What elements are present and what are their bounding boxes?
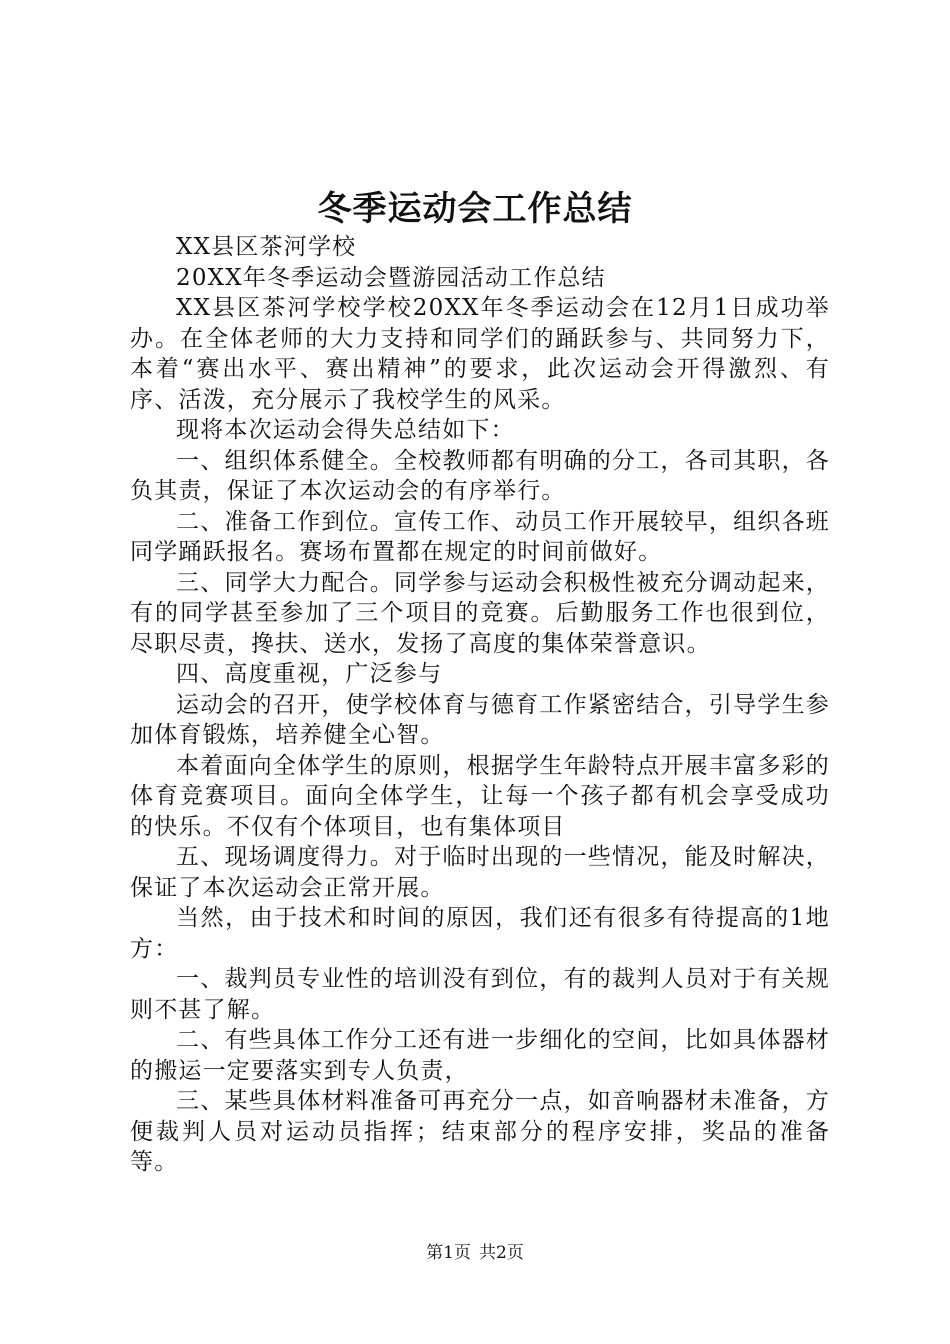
paragraph-intro: XX县区茶河学校学校20XX年冬季运动会在12月1日成功举办。在全体老师的大力支持和同学们的踊跃参与、共同努力下，本着“赛出水平、赛出精神”的要求，此次运动会开得激烈、有序、活泼，充分展示了我校学生的风采。 (130, 295, 830, 413)
paragraph-school-name: XX县区茶河学校 (176, 234, 357, 260)
document-title: 冬季运动会工作总结 (317, 189, 633, 229)
paragraph-point-2: 二、准备工作到位。宣传工作、动员工作开展较早，组织各班同学踊跃报名。赛场布置都在规定的时间前做好。 (130, 508, 830, 565)
paragraph-point-3: 三、同学大力配合。同学参与运动会积极性被充分调动起来，有的同学甚至参加了三个项目的竞赛。后勤服务工作也很到位，尽职尽责，搀扶、送水，发扬了高度的集体荣誉意识。 (130, 569, 830, 657)
page-footer (0, 1242, 950, 1264)
paragraph-shortcoming-2: 二、有些具体工作分工还有进一步细化的空间，比如具体器材的搬运一定要落实到专人负责， (130, 1027, 830, 1084)
document-body (130, 232, 830, 1178)
page-number: 第1页 (426, 1243, 471, 1263)
paragraph-shortcoming-3: 三、某些具体材料准备可再充分一点，如音响器材未准备，方便裁判人员对运动员指挥；结束部分的程序安排，奖品的准备等。 (130, 1088, 830, 1175)
page-total: 共2页 (479, 1243, 524, 1263)
paragraph-point-4-body: 运动会的召开，使学校体育与德育工作紧密结合，引导学生参加体育锻炼，培养健全心智。 (130, 691, 830, 748)
paragraph-shortcoming-1: 一、裁判员专业性的培训没有到位，有的裁判人员对于有关规则不甚了解。 (130, 966, 830, 1023)
paragraph-summary-lead: 现将本次运动会得失总结如下： (176, 417, 515, 443)
paragraph-point-4-detail: 本着面向全体学生的原则，根据学生年龄特点开展丰富多彩的体育竞赛项目。面向全体学生，让每一个孩子都有机会享受成功的快乐。不仅有个体项目，也有集体项目 (130, 752, 830, 840)
paragraph-point-4-heading: 四、高度重视，广泛参与 (176, 661, 443, 687)
paragraph-subtitle: 20XX年冬季运动会暨游园活动工作总结 (176, 264, 606, 291)
paragraph-point-1: 一、组织体系健全。全校教师都有明确的分工，各司其职，各负其责，保证了本次运动会的有序举行。 (130, 447, 830, 504)
paragraph-shortcomings-lead: 当然，由于技术和时间的原因，我们还有很多有待提高的1地方： (130, 905, 830, 962)
paragraph-point-5: 五、现场调度得力。对于临时出现的一些情况，能及时解决，保证了本次运动会正常开展。 (130, 844, 830, 901)
